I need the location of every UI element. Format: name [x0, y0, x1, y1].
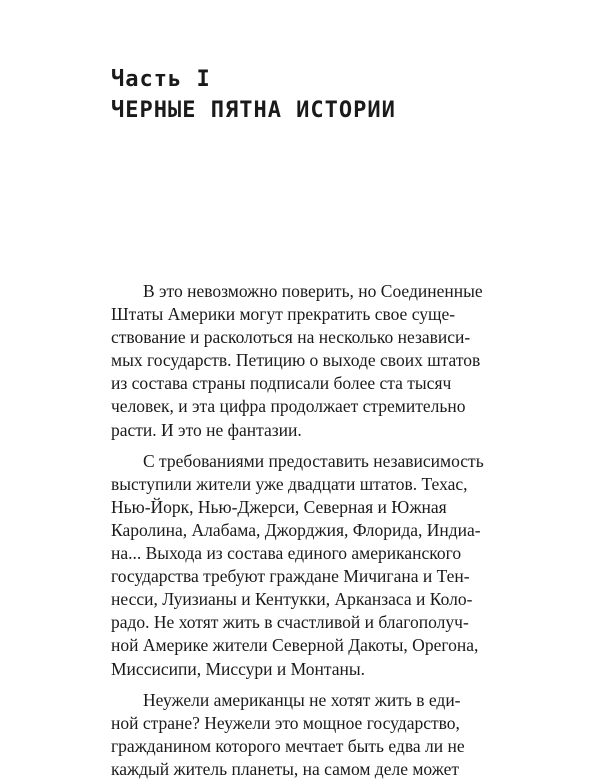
part-label: Часть I	[111, 67, 211, 92]
text-line: человек, и эта цифра продолжает стремительно	[111, 396, 466, 417]
text-line: Каролина, Алабама, Джорджия, Флорида, Индиа-	[111, 519, 481, 540]
text-line: мых государств. Петицию о выходе своих штатов	[111, 350, 481, 371]
paragraph	[111, 450, 495, 681]
text-line: радо. Не хотят жить в счастливой и благополуч-	[111, 612, 469, 633]
text-line: ной Америке жители Северной Дакоты, Орегона,	[111, 635, 479, 656]
text-line: гражданином которого мечтает быть едва ли не	[111, 735, 465, 756]
text-line: несси, Луизианы и Кентукки, Арканзаса и Коло-	[111, 589, 473, 610]
body-text	[111, 280, 495, 781]
text-line: Нью-Йорк, Нью-Джерси, Северная и Южная	[111, 496, 447, 517]
text-line: расти. И это не фантазии.	[111, 419, 302, 440]
text-line: выступили жители уже двадцати штатов. Техас,	[111, 473, 468, 494]
paragraph	[111, 280, 495, 442]
text-line: на... Выхода из состава единого американского	[111, 543, 462, 564]
text-line: Миссисипи, Миссури и Монтаны.	[111, 658, 366, 679]
text-line: каждый житель планеты, на самом деле может	[111, 758, 460, 779]
text-line: ствование и расколоться на несколько независи-	[111, 327, 471, 348]
text-line: Неужели американцы не хотят жить в еди-	[143, 689, 461, 710]
paragraph	[111, 689, 495, 781]
part-title: ЧЕРНЫЕ ПЯТНА ИСТОРИИ	[111, 98, 396, 123]
text-line: С требованиями предоставить независимость	[143, 450, 484, 471]
text-line: из состава страны подписали более ста тысяч	[111, 373, 452, 394]
text-line: государства требуют граждане Мичигана и Тен-	[111, 566, 470, 587]
text-line: Штаты Америки могут прекратить свое суще-	[111, 304, 456, 325]
text-line: В это невозможно поверить, но Соединенные	[143, 281, 483, 301]
text-line: ной стране? Неужели это мощное государство,	[111, 712, 460, 733]
